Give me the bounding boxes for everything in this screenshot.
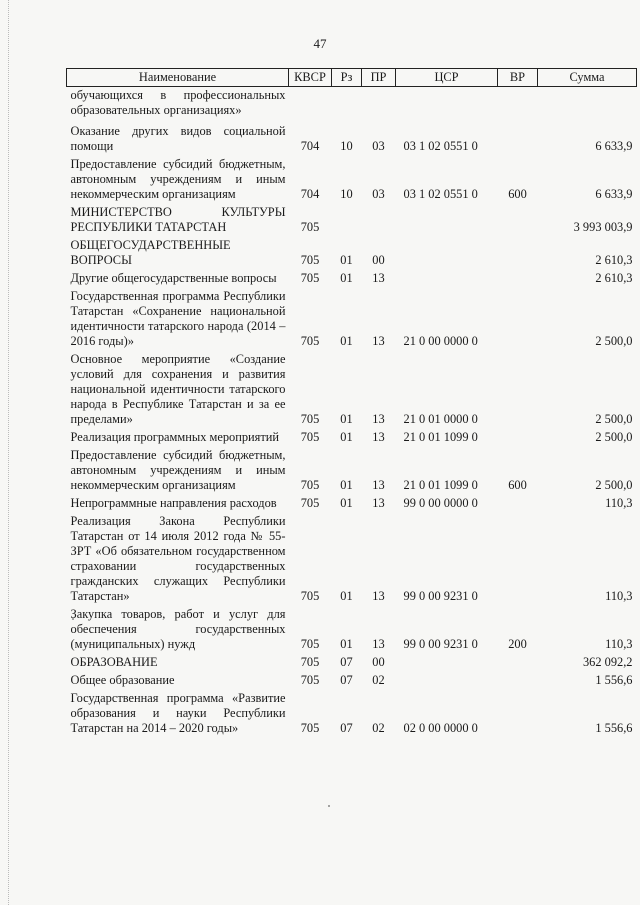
header-sum: Сумма bbox=[538, 69, 637, 87]
cell-pr: 02 bbox=[372, 673, 385, 687]
cell-kvsr: 705 bbox=[300, 220, 320, 234]
cell-csr bbox=[396, 653, 498, 671]
table-row bbox=[67, 87, 637, 123]
cell-rz: 01 bbox=[340, 637, 353, 651]
header-name: Наименование bbox=[67, 69, 289, 87]
cell-vr bbox=[498, 269, 538, 287]
cell-name: Реализация Закона Республики Татарстан от 14 июля 2012 года № 55-ЗРТ «Об обязательном государственном страховании государственных гражданских служащих Республики Татарстан» bbox=[70, 514, 286, 603]
cell-rz bbox=[332, 203, 362, 236]
header-pr: ПР bbox=[362, 69, 396, 87]
cell-name: Общее образование bbox=[70, 673, 175, 687]
cell-sum bbox=[538, 87, 637, 123]
cell-rz: 01 bbox=[340, 430, 353, 444]
cell-sum: 6 633,9 bbox=[595, 187, 633, 201]
cell-pr: 13 bbox=[372, 478, 385, 492]
scan-speck bbox=[328, 805, 330, 807]
cell-sum: 2 610,3 bbox=[595, 253, 633, 267]
cell-rz: 01 bbox=[340, 271, 353, 285]
cell-vr bbox=[498, 87, 538, 123]
cell-csr bbox=[396, 87, 498, 123]
table-header-row bbox=[67, 69, 637, 87]
cell-csr bbox=[396, 269, 498, 287]
cell-rz: 01 bbox=[340, 253, 353, 267]
cell-sum: 110,3 bbox=[605, 496, 633, 510]
cell-pr: 00 bbox=[372, 253, 385, 267]
table-row bbox=[67, 122, 637, 155]
cell-kvsr: 704 bbox=[300, 187, 320, 201]
cell-vr: 600 bbox=[508, 478, 527, 492]
cell-csr: 21 0 01 1099 0 bbox=[403, 478, 478, 492]
cell-pr bbox=[362, 87, 396, 123]
cell-sum: 1 556,6 bbox=[595, 721, 633, 735]
cell-kvsr: 705 bbox=[300, 673, 320, 687]
cell-csr: 99 0 00 9231 0 bbox=[403, 637, 478, 651]
table-row bbox=[67, 236, 637, 269]
budget-table bbox=[66, 68, 637, 737]
cell-csr: 99 0 00 9231 0 bbox=[403, 589, 478, 603]
cell-kvsr: 705 bbox=[300, 412, 320, 426]
cell-rz: 07 bbox=[340, 721, 353, 735]
cell-name: Предоставление субсидий бюджетным, автономным учреждениям и иным некоммерческим организациям bbox=[70, 448, 286, 492]
cell-pr: 13 bbox=[372, 589, 385, 603]
cell-kvsr: 705 bbox=[300, 496, 320, 510]
table-body bbox=[67, 87, 637, 738]
cell-name: Государственная программа «Развитие образования и науки Республики Татарстан на 2014 – 2020 годы» bbox=[70, 691, 286, 735]
cell-vr: 600 bbox=[508, 187, 527, 201]
cell-csr: 03 1 02 0551 0 bbox=[403, 139, 478, 153]
cell-csr bbox=[396, 671, 498, 689]
cell-kvsr: 705 bbox=[300, 655, 320, 669]
cell-sum: 3 993 003,9 bbox=[573, 220, 633, 234]
cell-name: Основное мероприятие «Создание условий для сохранения и развития национальной идентичности татарского народа в Республике Татарстан и за ее пределами» bbox=[70, 352, 286, 426]
cell-csr: 99 0 00 0000 0 bbox=[403, 496, 478, 510]
cell-csr bbox=[396, 236, 498, 269]
cell-sum: 362 092,2 bbox=[582, 655, 633, 669]
cell-name: Реализация программных мероприятий bbox=[70, 430, 280, 444]
cell-name: Другие общегосударственные вопросы bbox=[70, 271, 277, 285]
cell-kvsr: 705 bbox=[300, 430, 320, 444]
cell-vr bbox=[498, 494, 538, 512]
cell-name: МИНИСТЕРСТВО КУЛЬТУРЫ РЕСПУБЛИКИ ТАТАРСТАН bbox=[70, 205, 286, 234]
table-row bbox=[67, 287, 637, 350]
cell-name: ОБЩЕГОСУДАРСТВЕННЫЕ ВОПРОСЫ bbox=[70, 238, 231, 267]
header-vr: ВР bbox=[498, 69, 538, 87]
cell-rz: 07 bbox=[340, 655, 353, 669]
cell-kvsr: 705 bbox=[300, 334, 320, 348]
cell-kvsr: 705 bbox=[300, 271, 320, 285]
cell-csr: 21 0 01 0000 0 bbox=[403, 412, 478, 426]
cell-vr bbox=[498, 428, 538, 446]
cell-kvsr: 705 bbox=[300, 721, 320, 735]
table-row bbox=[67, 494, 637, 512]
cell-sum: 110,3 bbox=[605, 589, 633, 603]
cell-pr: 03 bbox=[372, 187, 385, 201]
cell-sum: 2 500,0 bbox=[595, 430, 633, 444]
cell-vr bbox=[498, 122, 538, 155]
cell-sum: 2 500,0 bbox=[595, 412, 633, 426]
cell-rz: 01 bbox=[340, 334, 353, 348]
cell-csr: 21 0 00 0000 0 bbox=[403, 334, 478, 348]
table-row bbox=[67, 689, 637, 737]
scan-margin-line bbox=[8, 0, 10, 905]
cell-name: ОБРАЗОВАНИЕ bbox=[70, 655, 158, 669]
cell-rz bbox=[332, 87, 362, 123]
cell-csr: 02 0 00 0000 0 bbox=[403, 721, 478, 735]
cell-rz: 10 bbox=[340, 139, 353, 153]
cell-name: Предоставление субсидий бюджетным, автономным учреждениям и иным некоммерческим организациям bbox=[70, 157, 286, 201]
cell-sum: 1 556,6 bbox=[595, 673, 633, 687]
cell-vr bbox=[498, 653, 538, 671]
cell-vr bbox=[498, 236, 538, 269]
table-row bbox=[67, 512, 637, 605]
cell-sum: 6 633,9 bbox=[595, 139, 633, 153]
cell-rz: 01 bbox=[340, 478, 353, 492]
cell-vr bbox=[498, 350, 538, 428]
cell-kvsr: 705 bbox=[300, 589, 320, 603]
cell-kvsr: 705 bbox=[300, 637, 320, 651]
cell-pr: 13 bbox=[372, 334, 385, 348]
cell-pr: 13 bbox=[372, 637, 385, 651]
cell-rz: 01 bbox=[340, 496, 353, 510]
table-row bbox=[67, 428, 637, 446]
cell-sum: 2 500,0 bbox=[595, 334, 633, 348]
cell-vr bbox=[498, 689, 538, 737]
header-kvsr: КВСР bbox=[289, 69, 332, 87]
table-row bbox=[67, 446, 637, 494]
cell-sum: 2 610,3 bbox=[595, 271, 633, 285]
cell-kvsr: 705 bbox=[300, 253, 320, 267]
cell-vr bbox=[498, 287, 538, 350]
cell-name: Оказание других видов социальной помощи bbox=[70, 124, 286, 153]
cell-pr: 13 bbox=[372, 412, 385, 426]
cell-sum: 2 500,0 bbox=[595, 478, 633, 492]
cell-vr: 200 bbox=[508, 637, 527, 651]
cell-pr: 02 bbox=[372, 721, 385, 735]
cell-name: обучающихся в профессиональных образовательных организациях» bbox=[70, 88, 286, 117]
cell-pr: 00 bbox=[372, 655, 385, 669]
cell-sum: 110,3 bbox=[605, 637, 633, 651]
cell-name: Государственная программа Республики Татарстан «Сохранение национальной идентичности татарского народа (2014 – 2016 годы)» bbox=[70, 289, 286, 348]
cell-rz: 07 bbox=[340, 673, 353, 687]
header-csr: ЦСР bbox=[396, 69, 498, 87]
cell-vr bbox=[498, 671, 538, 689]
cell-csr bbox=[396, 203, 498, 236]
cell-kvsr: 704 bbox=[300, 139, 320, 153]
cell-pr: 13 bbox=[372, 271, 385, 285]
cell-vr bbox=[498, 203, 538, 236]
table-row bbox=[67, 605, 637, 653]
table-row bbox=[67, 203, 637, 236]
cell-rz: 01 bbox=[340, 589, 353, 603]
table-row bbox=[67, 350, 637, 428]
table-row bbox=[67, 653, 637, 671]
header-rz: Рз bbox=[332, 69, 362, 87]
cell-vr bbox=[498, 512, 538, 605]
cell-name: Закупка товаров, работ и услуг для обеспечения государственных (муниципальных) нужд bbox=[70, 607, 286, 651]
table-row bbox=[67, 269, 637, 287]
cell-pr bbox=[362, 203, 396, 236]
page-number: 47 bbox=[313, 36, 327, 51]
cell-kvsr: 705 bbox=[300, 478, 320, 492]
cell-pr: 13 bbox=[372, 430, 385, 444]
cell-pr: 03 bbox=[372, 139, 385, 153]
cell-kvsr bbox=[289, 87, 332, 123]
cell-csr: 21 0 01 1099 0 bbox=[403, 430, 478, 444]
table-row bbox=[67, 155, 637, 203]
cell-pr: 13 bbox=[372, 496, 385, 510]
cell-name: Непрограммные направления расходов bbox=[70, 496, 277, 510]
table-row bbox=[67, 671, 637, 689]
cell-rz: 01 bbox=[340, 412, 353, 426]
cell-csr: 03 1 02 0551 0 bbox=[403, 187, 478, 201]
cell-rz: 10 bbox=[340, 187, 353, 201]
